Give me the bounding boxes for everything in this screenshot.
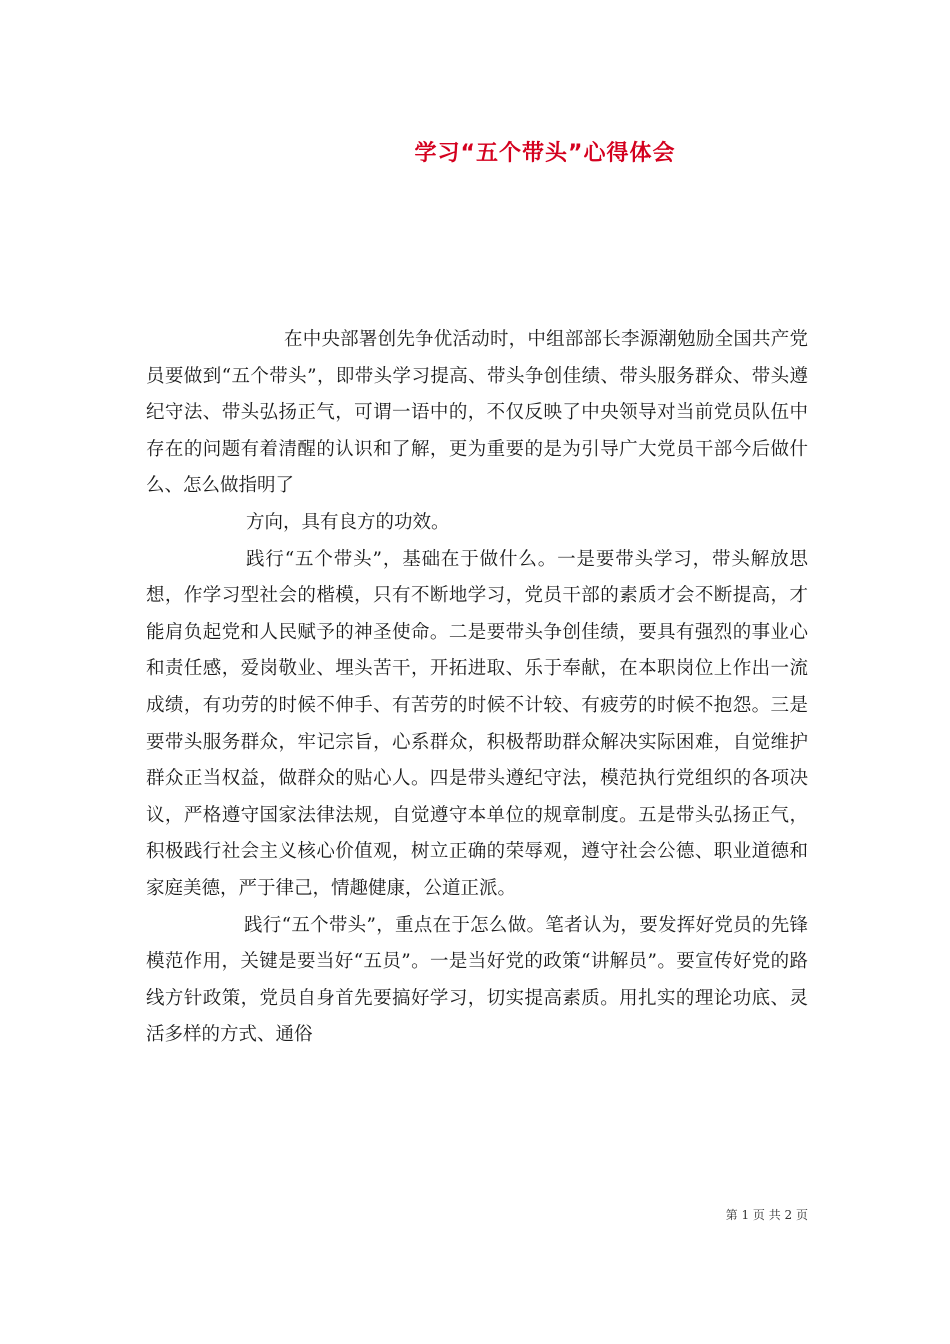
document-body (146, 322, 808, 1054)
paragraph-continuation: 方向，具有良方的功效。 (246, 511, 450, 533)
document-title: 学习“五个带头”心得体会 (414, 141, 676, 166)
paragraph-intro: 在中央部署创先争优活动时，中组部部长李源潮勉励全国共产党员要做到“五个带头”，即带头学习提高、带头争创佳绩、带头服务群众、带头遵纪守法、带头弘扬正气，可谓一语中的，不仅反映了中央领导对当前党员队伍中存在的问题有着清醒的认识和了解，更为重要的是为引导广大党员干部今后做什么、怎么做指明了 (146, 329, 808, 497)
paragraph-what-to-do: 践行“五个带头”，基础在于做什么。一是要带头学习，带头解放思想，作学习型社会的楷模，只有不断地学习，党员干部的素质才会不断提高，才能肩负起党和人民赋予的神圣使命。二是要带头争创佳绩，要具有强烈的事业心和责任感，爱岗敬业、埋头苦干，开拓进取、乐于奉献，在本职岗位上作出一流成绩，有功劳的时候不伸手、有苦劳的时候不计较、有疲劳的时候不抱怨。三是要带头服务群众，牢记宗旨，心系群众，积极帮助群众解决实际困难，自觉维护群众正当权益，做群众的贴心人。四是带头遵纪守法，模范执行党组织的各项决议，严格遵守国家法律法规，自觉遵守本单位的规章制度。五是带头弘扬正气，积极践行社会主义核心价值观，树立正确的荣辱观，遵守社会公德、职业道德和家庭美德，严于律己，情趣健康，公道正派。 (146, 548, 808, 899)
page-number: 第 1 页 共 2 页 (725, 1208, 808, 1222)
paragraph-how-to-do: 践行“五个带头”，重点在于怎么做。笔者认为，要发挥好党员的先锋模范作用，关键是要当好“五员”。一是当好党的政策“讲解员”。要宣传好党的路线方针政策，党员自身首先要搞好学习，切实提高素质。用扎实的理论功底、灵活多样的方式、通俗 (146, 914, 808, 1046)
